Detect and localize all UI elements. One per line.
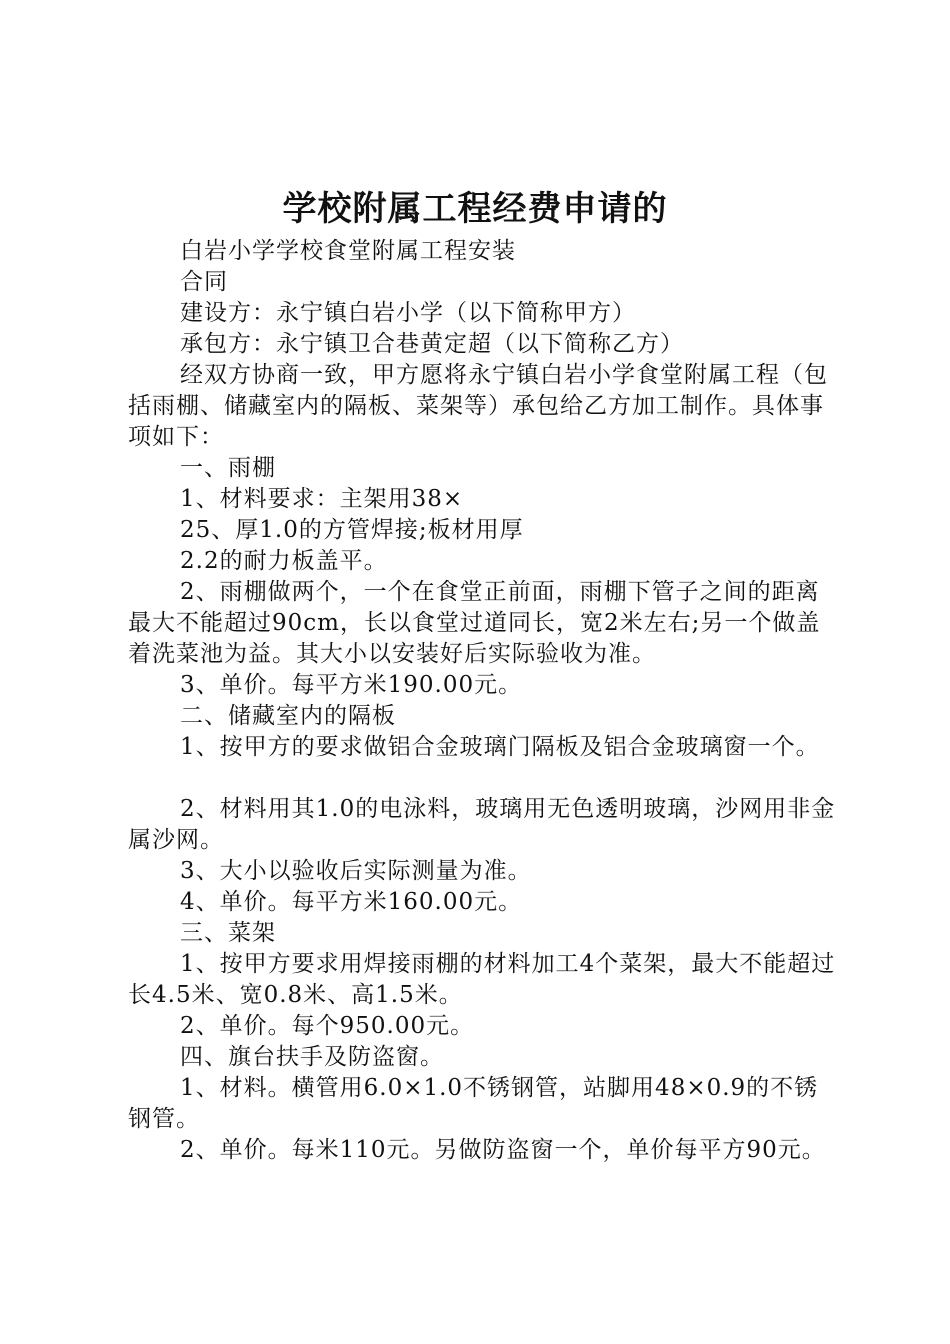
paragraph: 承包方：永宁镇卫合巷黄定超（以下简称乙方） [180, 331, 684, 357]
document-body [128, 236, 840, 1166]
paragraph: 经双方协商一致，甲方愿将永宁镇白岩小学食堂附属工程（包括雨棚、储藏室内的隔板、菜架等）承包给乙方加工制作。具体事项如下： [128, 362, 828, 450]
paragraph: 2、材料用其1.0的电泳料，玻璃用无色透明玻璃，沙网用非金属沙网。 [128, 796, 836, 853]
paragraph: 3、单价。每平方米190.00元。 [180, 672, 523, 698]
paragraph: 25、厚1.0的方管焊接;板材用厚 [180, 517, 524, 543]
paragraph: 2、单价。每米110元。另做防盗窗一个，单价每平方90元。 [180, 1137, 826, 1163]
section-heading: 四、旗台扶手及防盗窗。 [180, 1044, 444, 1070]
blank-line [128, 763, 840, 794]
paragraph: 白岩小学学校食堂附属工程安装 [180, 238, 516, 264]
section-heading: 一、雨棚 [180, 455, 276, 481]
paragraph: 合同 [180, 269, 228, 295]
document-title: 学校附属工程经费申请的 [282, 189, 668, 229]
section-heading: 二、储藏室内的隔板 [180, 703, 396, 729]
paragraph: 建设方：永宁镇白岩小学（以下简称甲方） [180, 300, 636, 326]
paragraph: 2、单价。每个950.00元。 [180, 1013, 475, 1039]
paragraph: 1、按甲方的要求做铝合金玻璃门隔板及铝合金玻璃窗一个。 [180, 734, 820, 760]
paragraph: 2.2的耐力板盖平。 [180, 548, 388, 574]
paragraph: 1、材料要求：主架用38× [180, 486, 464, 512]
paragraph: 1、按甲方要求用焊接雨棚的材料加工4个菜架，最大不能超过长4.5米、宽0.8米、高1.5米。 [128, 951, 836, 1008]
section-heading: 三、菜架 [180, 920, 276, 946]
paragraph: 3、大小以验收后实际测量为准。 [180, 858, 532, 884]
paragraph: 1、材料。横管用6.0×1.0不锈钢管，站脚用48×0.9的不锈钢管。 [128, 1075, 819, 1132]
paragraph: 2、雨棚做两个，一个在食堂正前面，雨棚下管子之间的距离最大不能超过90cm，长以食堂过道同长，宽2米左右;另一个做盖着洗菜池为益。其大小以安装好后实际验收为准。 [128, 579, 821, 667]
paragraph: 4、单价。每平方米160.00元。 [180, 889, 523, 915]
